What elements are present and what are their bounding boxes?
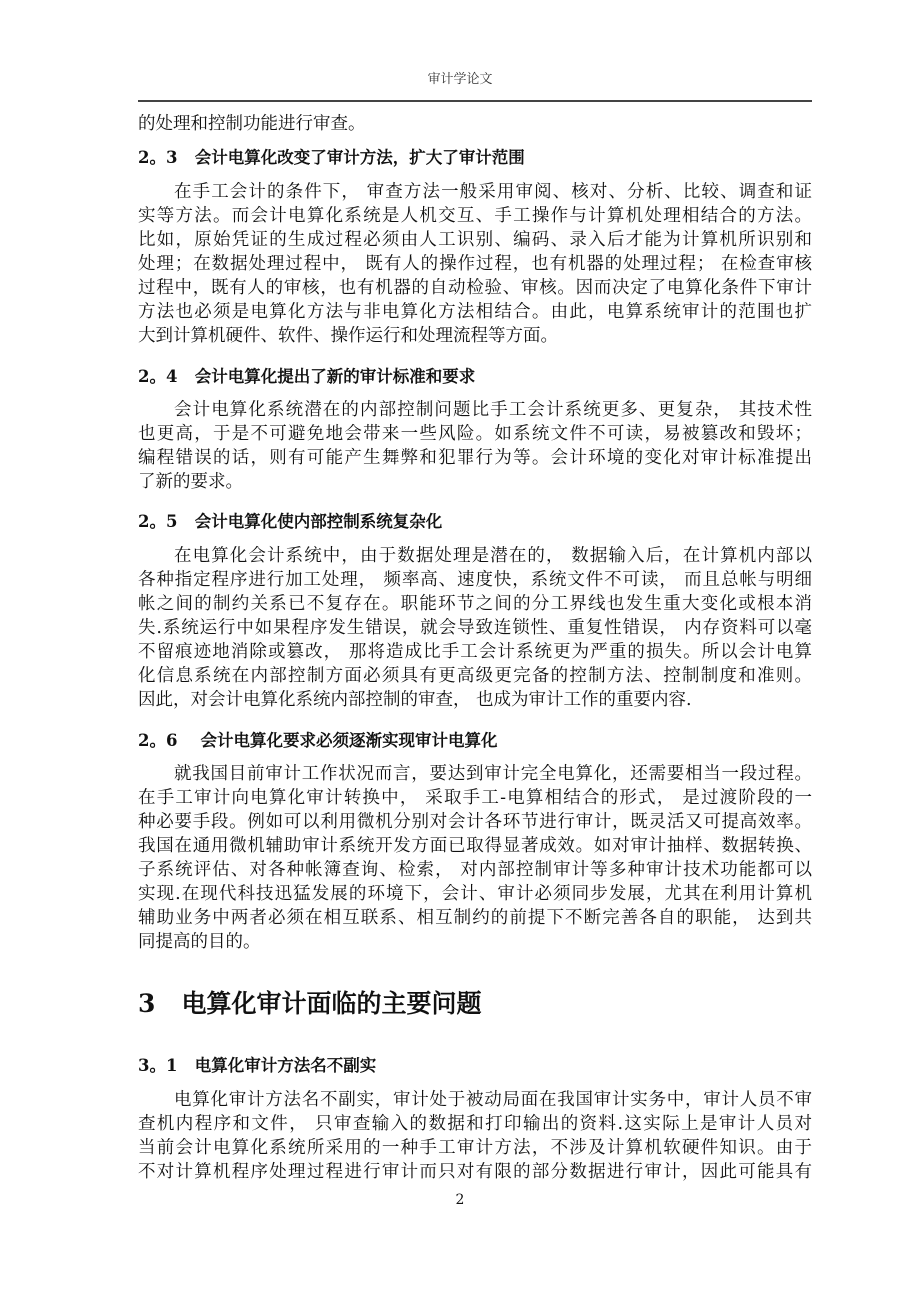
text-line: 不留痕迹地消除或篡改， 那将造成比手工会计系统更为严重的损失。所以会计电算 (138, 642, 812, 662)
text-line: 也更高，于是不可避免地会带来一些风险。如系统文件不可读，易被篡改和毁坏； (138, 424, 812, 444)
text-line: 帐之间的制约关系已不复存在。职能环节之间的分工界线也发生重大变化或根本消 (138, 594, 812, 614)
text-line: 处理；在数据处理过程中， 既有人的操作过程，也有机器的处理过程； 在检查审核 (138, 254, 812, 274)
chapter-heading-3: 3 电算化审计面临的主要问题 (138, 989, 482, 1018)
text-line: 我国在通用微机辅助审计系统开发方面已取得显著成效。如对审计抽样、数据转换、 (138, 836, 812, 856)
text-line: 实现.在现代科技迅猛发展的环境下，会计、审计必须同步发展，尤其在利用计算机 (138, 884, 812, 904)
text-line: 方法也必须是电算化方法与非电算化方法相结合。由此，电算系统审计的范围也扩 (138, 302, 812, 322)
text-line: 就我国目前审计工作状况而言，要达到审计完全电算化，还需要相当一段过程。 (174, 764, 812, 784)
text-line: 实等方法。而会计电算化系统是人机交互、手工操作与计算机处理相结合的方法。 (138, 206, 812, 226)
text-line: 各种指定程序进行加工处理， 频率高、速度快，系统文件不可读， 而且总帐与明细 (138, 570, 812, 590)
text-line: 的处理和控制功能进行审查。 (138, 114, 366, 134)
paragraph-2-6 (138, 762, 812, 954)
text-line: 因此，对会计电算化系统内部控制的审查， 也成为审计工作的重要内容. (138, 690, 692, 710)
text-line: 在手工审计向电算化审计转换中， 采取手工-电算相结合的形式， 是过渡阶段的一 (138, 788, 812, 808)
text-line: 在电算化会计系统中，由于数据处理是潜在的， 数据输入后，在计算机内部以 (174, 546, 812, 566)
text-line: 大到计算机硬件、软件、操作运行和处理流程等方面。 (138, 326, 558, 346)
text-line: 比如，原始凭证的生成过程必须由人工识别、编码、录入后才能为计算机所识别和 (138, 230, 812, 250)
text-line: 当前会计电算化系统所采用的一种手工审计方法，不涉及计算机软硬件知识。由于 (138, 1138, 812, 1158)
text-line: 过程中，既有人的审核，也有机器的自动检验、审核。因而决定了电算化条件下审计 (138, 278, 812, 298)
text-line: 同提高的目的。 (138, 932, 261, 952)
section-heading-2-3: 2。3 会计电算化改变了审计方法，扩大了审计范围 (138, 148, 525, 167)
section-heading-2-6: 2。6 会计电算化要求必须逐渐实现审计电算化 (138, 731, 498, 750)
text-line: 会计电算化系统潜在的内部控制问题比手工会计系统更多、更复杂， 其技术性 (174, 400, 812, 420)
paragraph-2-3 (138, 180, 812, 348)
page-number: 2 (455, 1192, 465, 1208)
section-heading-2-4: 2。4 会计电算化提出了新的审计标准和要求 (138, 367, 476, 386)
header-rule (138, 100, 812, 102)
text-line: 在手工会计的条件下， 审查方法一般采用审阅、核对、分析、比较、调查和证 (174, 182, 812, 202)
paragraph-2-4 (138, 398, 812, 494)
text-line: 子系统评估、对各种帐簿查询、检索， 对内部控制审计等多种审计技术功能都可以 (138, 860, 812, 880)
text-line: 电算化审计方法名不副实，审计处于被动局面在我国审计实务中，审计人员不审 (174, 1090, 812, 1110)
text-line: 化信息系统在内部控制方面必须具有更高级更完备的控制方法、控制制度和准则。 (138, 666, 812, 686)
text-line: 种必要手段。例如可以利用微机分别对会计各环节进行审计，既灵活又可提高效率。 (138, 812, 812, 832)
text-line: 不对计算机程序处理过程进行审计而只对有限的部分数据进行审计，因此可能具有 (138, 1162, 812, 1182)
text-line: 失.系统运行中如果程序发生错误，就会导致连锁性、重复性错误， 内存资料可以毫 (138, 618, 812, 638)
text-line: 查机内程序和文件， 只审查输入的数据和打印输出的资料.这实际上是审计人员对 (138, 1114, 812, 1134)
paragraph-2-5 (138, 544, 812, 712)
paragraph-3-1 (138, 1088, 812, 1184)
running-header: 审计学论文 (427, 72, 493, 87)
section-heading-3-1: 3。1 电算化审计方法名不副实 (138, 1056, 377, 1075)
text-line: 了新的要求。 (138, 472, 243, 492)
text-line: 编程错误的话，则有可能产生舞弊和犯罪行为等。会计环境的变化对审计标准提出 (138, 448, 812, 468)
continued-paragraph (138, 112, 812, 136)
section-heading-2-5: 2。5 会计电算化使内部控制系统复杂化 (138, 512, 443, 531)
text-line: 辅助业务中两者必须在相互联系、相互制约的前提下不断完善各自的职能， 达到共 (138, 908, 812, 928)
